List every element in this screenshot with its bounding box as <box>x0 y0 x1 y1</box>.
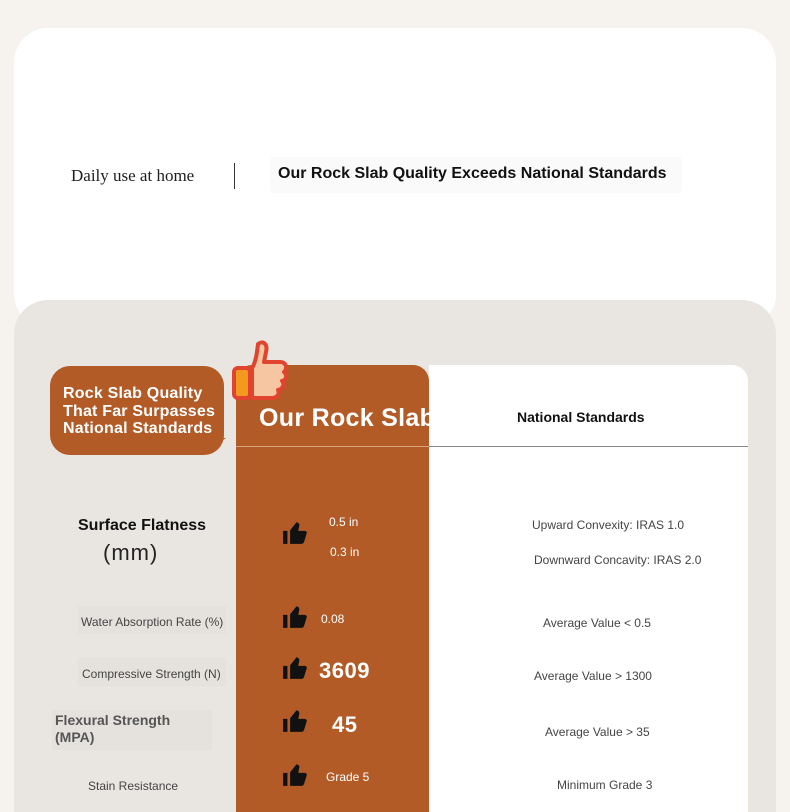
our-value: 3609 <box>319 658 370 683</box>
our-value: 45 <box>332 712 358 737</box>
thumbs-up-icon <box>282 708 308 734</box>
national-value: Average Value < 0.5 <box>543 616 651 630</box>
our-value: 0.5 in <box>329 515 359 529</box>
row-label-surface-flatness: Surface Flatness <box>78 517 207 534</box>
bubble-line: National Standards <box>63 420 213 437</box>
our-column-divider <box>236 446 429 447</box>
national-standards-column <box>429 365 748 812</box>
row-label-stain-resistance: Stain Resistance <box>88 779 179 793</box>
our-value: Grade 5 <box>326 770 370 784</box>
row-label-flexural-strength: Flexural Strength (MPA) <box>55 712 171 745</box>
thumbs-up-icon <box>282 520 308 546</box>
our-slab-title: Our Rock Slab <box>259 404 436 432</box>
quality-bubble <box>50 366 224 455</box>
national-value: Average Value > 35 <box>545 725 650 739</box>
header-divider <box>234 163 235 189</box>
bubble-line: Rock Slab Quality <box>63 385 203 402</box>
page-title: Our Rock Slab Quality Exceeds National Standards <box>278 165 667 182</box>
bubble-tail <box>206 438 226 452</box>
thumbs-up-icon <box>282 655 308 681</box>
tagline: Daily use at home <box>71 166 195 185</box>
national-value: Upward Convexity: IRAS 1.0 <box>532 518 685 532</box>
thumbs-up-icon <box>282 604 308 630</box>
national-standards-title: National Standards <box>517 409 645 425</box>
our-value: 0.08 <box>321 612 345 626</box>
row-unit-surface-flatness: (mm) <box>103 540 159 565</box>
national-value: Minimum Grade 3 <box>557 778 653 792</box>
our-value: 0.3 in <box>330 545 360 559</box>
row-label-compressive-strength: Compressive Strength (N) <box>82 667 221 681</box>
row-label-water-absorption: Water Absorption Rate (%) <box>81 615 224 629</box>
bubble-line: That Far Surpasses <box>63 402 216 420</box>
thumbs-up-icon <box>228 338 290 402</box>
national-value: Average Value > 1300 <box>534 669 652 683</box>
national-value: Downward Concavity: IRAS 2.0 <box>534 553 702 567</box>
thumbs-up-icon <box>282 762 308 788</box>
national-column-divider <box>429 446 748 447</box>
